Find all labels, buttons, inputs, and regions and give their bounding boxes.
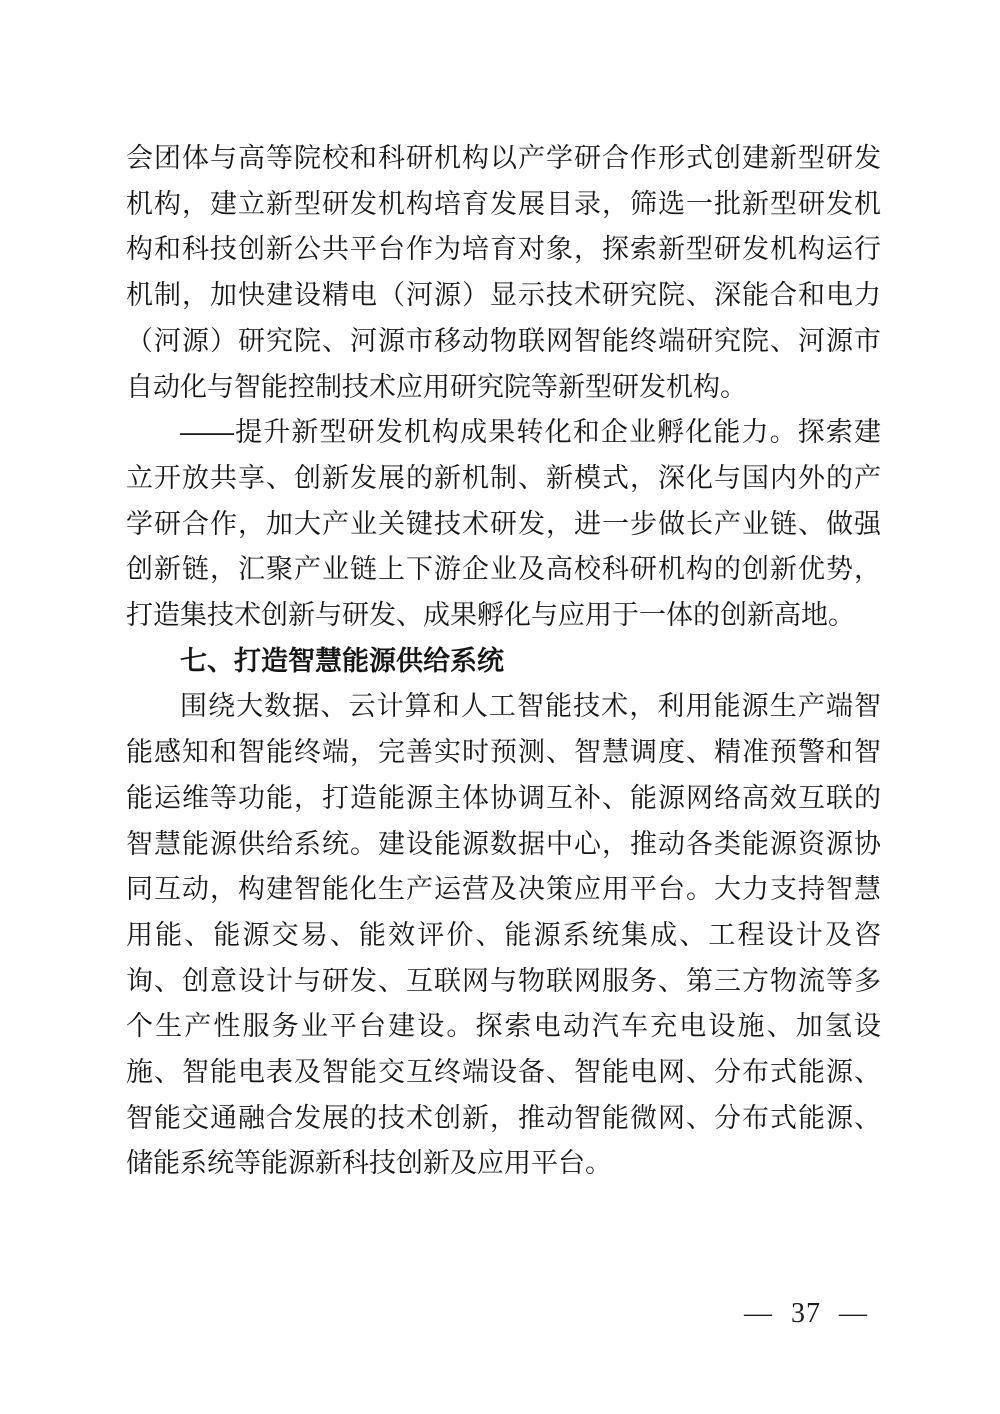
paragraph-dash-item: ——提升新型研发机构成果转化和企业孵化能力。探索建立开放共享、创新发展的新机制、新模式，深化与国内外的产学研合作，加大产业关键技术研发，进一步做长产业链、做强创新链，汇聚产业链上下游企业及高校科研机构的创新优势，打造集技术创新与研发、成果孵化与应用于一体的创新高地。 — [126, 417, 881, 631]
document-body — [126, 136, 881, 1187]
paragraph-body: 围绕大数据、云计算和人工智能技术，利用能源生产端智能感知和智能终端，完善实时预测、智慧调度、精准预警和智能运维等功能，打造能源主体协调互补、能源网络高效互联的智慧能源供给系统。建设能源数据中心，推动各类能源资源协同互动，构建智能化生产运营及决策应用平台。大力支持智慧用能、能源交易、能效评价、能源系统集成、工程设计及咨询、创意设计与研发、互联网与物联网服务、第三方物流等多个生产性服务业平台建设。探索电动汽车充电设施、加氢设施、智能电表及智能交互终端设备、智能电网、分布式能源、智能交通融合发展的技术创新，推动智能微网、分布式能源、储能系统等能源新科技创新及应用平台。 — [126, 691, 881, 1179]
paragraph-continuation: 会团体与高等院校和科研机构以产学研合作形式创建新型研发机构，建立新型研发机构培育发展目录，筛选一批新型研发机构和科技创新公共平台作为培育对象，探索新型研发机构运行机制，加快建设精电（河源）显示技术研究院、深能合和电力（河源）研究院、河源市移动物联网智能终端研究院、河源市自动化与智能控制技术应用研究院等新型研发机构。 — [126, 143, 881, 402]
page-number: — 37 — — [744, 1298, 868, 1329]
page-footer — [744, 1298, 868, 1330]
section-heading: 七、打造智慧能源供给系统 — [180, 645, 504, 676]
